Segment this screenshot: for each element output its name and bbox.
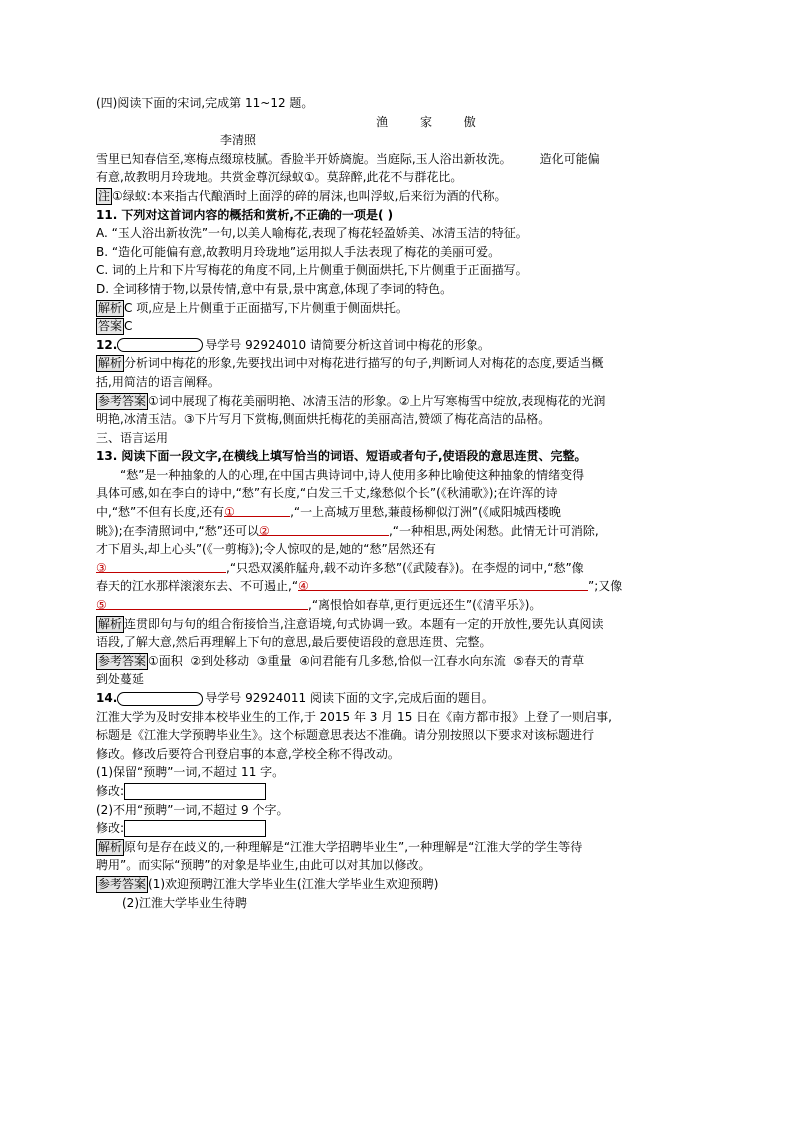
q14-reference: 参考答案 (1)欢迎预聘江淮大学毕业生(江淮大学毕业生欢迎预聘) [98, 876, 439, 891]
q12-analysis: 解析 分析词中梅花的形象,先要找出词中对梅花进行描写的句子,判断词人对梅花的态度,要适当概 [98, 356, 604, 371]
poem-author: 李清照 [220, 133, 257, 148]
q13-passage-4: 眺》);在李清照词中,“愁”还可以② ,“一种相思,两处闲愁。此情无计可消除, [96, 523, 599, 538]
q14-analysis: 解析 原句是存在歧义的,一种理解是“江淮大学招聘毕业生”,一种理解是“江淮大学的学生等待 [98, 839, 583, 854]
q11-analysis: 解析 C 项,应是上片侧重于正面描写,下片侧重于侧面烘托。 [98, 300, 408, 315]
blank-3: ③ [96, 559, 226, 573]
analysis-tag: 解析 [98, 616, 123, 631]
poem-title: 渔 家 傲 [376, 114, 490, 129]
q14-fix-2: 修改: [96, 819, 718, 838]
analysis-tag: 解析 [98, 300, 123, 315]
q13-reference: 参考答案 ①面积 ②到处移动 ③重量 ④问君能有几多愁,恰似一江春水向东流 ⑤春天的青草 [98, 653, 585, 668]
blank-1: ① [224, 503, 290, 517]
blank-5: ⑤ [96, 596, 308, 610]
q12-stem: 12. 导学号 92924010 请简要分析这首词中梅花的形象。 [96, 337, 490, 352]
note-tag: 注 [98, 188, 111, 203]
q14-passage-3: 修改。修改后要符合刊登启事的本意,学校全称不得改动。 [96, 746, 400, 761]
q11-option-d: D. 全词移情于物,以景传情,意中有景,景中寓意,体现了李词的特色。 [96, 281, 453, 296]
answer-box-2[interactable] [124, 820, 266, 837]
q13-passage-3: 中,“愁”不但有长度,还有① ,“一上高城万里愁,蒹葭杨柳似汀洲”(《咸阳城西楼晚 [96, 505, 561, 520]
poem-line-1: 雪里已知春信至,寒梅点缀琼枝腻。香脸半开娇旖旎。当庭际,玉人浴出新妆洗。 造化可能偏 [96, 151, 600, 166]
section-three-heading: 三、语言运用 [96, 430, 169, 445]
q14-passage-1: 江淮大学为及时安排本校毕业生的工作,于 2015 年 3 月 15 日在《南方都市报》上登了一则启事, [96, 709, 612, 724]
q14-requirement-1: (1)保留“预聘”一词,不超过 11 字。 [96, 765, 285, 780]
q13-passage-2: 具体可感,如在李白的诗中,“愁”有长度,“白发三千丈,缘愁似个长”(《秋浦歌》);在许浑的诗 [96, 486, 558, 501]
blank-4: ④ [298, 577, 588, 591]
q14-fix-1: 修改: [96, 782, 718, 801]
q11-stem: 11. 下列对这首词内容的概括和赏析,不正确的一项是( ) [96, 207, 394, 222]
poem-line-2: 有意,故教明月玲珑地。共赏金尊沉绿蚁①。莫辞醉,此花不与群花比。 [96, 170, 463, 185]
question-badge [117, 338, 203, 352]
q14-reference-cont: (2)江淮大学毕业生待聘 [122, 895, 247, 910]
q12-reference-cont: 明艳,冰清玉洁。③下片写月下赏梅,侧面烘托梅花的美丽高洁,赞颂了梅花高洁的品格。 [96, 412, 551, 427]
q13-analysis: 解析 连贯即句与句的组合衔接恰当,注意语境,句式协调一致。本题有一定的开放性,要先认真阅读 [98, 616, 604, 631]
q13-passage-6: ③ ,“只恐双溪舴艋舟,载不动许多愁”(《武陵春》)。在李煜的词中,“愁”像 [96, 560, 584, 575]
q13-reference-cont: 到处蔓延 [96, 672, 145, 687]
blank-2: ② [259, 522, 389, 536]
analysis-tag: 解析 [98, 839, 123, 854]
q14-stem: 14. 导学号 92924011 阅读下面的文字,完成后面的题目。 [96, 691, 494, 705]
document-page [96, 94, 718, 912]
q14-passage-2: 标题是《江淮大学预聘毕业生》。这个标题意思表达不准确。请分别按照以下要求对该标题进行 [96, 728, 595, 743]
reference-answer-tag: 参考答案 [98, 653, 147, 668]
q13-analysis-cont: 语段,了解大意,然后再理解上下句的意思,最后要使语段的意思连贯、完整。 [96, 635, 492, 650]
q13-stem: 13. 阅读下面一段文字,在横线上填写恰当的词语、短语或者句子,使语段的意思连贯、完整。 [96, 449, 587, 464]
q11-option-a: A. “玉人浴出新妆洗”一句,以美人喻梅花,表现了梅花轻盈娇美、冰清玉洁的特征。 [96, 226, 528, 241]
section-four-heading: (四)阅读下面的宋词,完成第 11~12 题。 [96, 96, 314, 110]
q12-analysis-cont: 括,用简洁的语言阐释。 [96, 374, 220, 389]
q11-answer: 答案 C [98, 319, 133, 334]
poem-note: 注 ①绿蚁:本来指古代酿酒时上面浮的碎的屑沫,也叫浮蚁,后来衍为酒的代称。 [98, 188, 507, 203]
q13-passage-5: 才下眉头,却上心头”(《一剪梅》);令人惊叹的是,她的“愁”居然还有 [96, 542, 436, 557]
q11-option-c: C. 词的上片和下片写梅花的角度不同,上片侧重于侧面烘托,下片侧重于正面描写。 [96, 263, 528, 278]
question-badge [117, 692, 203, 706]
q13-passage-1: “愁”是一种抽象的人的心理,在中国古典诗词中,诗人使用多种比喻使这种抽象的情绪变得 [120, 467, 585, 482]
analysis-tag: 解析 [98, 356, 123, 371]
reference-answer-tag: 参考答案 [98, 876, 147, 891]
q13-passage-8: ⑤ ,“离恨恰如春草,更行更远还生”(《清平乐》)。 [96, 598, 542, 613]
q14-requirement-2: (2)不用“预聘”一词,不超过 9 个字。 [96, 802, 289, 817]
q14-analysis-cont: 聘用”。而实际“预聘”的对象是毕业生,由此可以对其加以修改。 [96, 858, 431, 873]
answer-tag: 答案 [98, 319, 123, 334]
q11-option-b: B. “造化可能偏有意,故教明月玲珑地”运用拟人手法表现了梅花的美丽可爱。 [96, 244, 501, 259]
reference-answer-tag: 参考答案 [98, 393, 147, 408]
answer-box-1[interactable] [124, 783, 266, 800]
q12-reference: 参考答案 ①词中展现了梅花美丽明艳、冰清玉洁的形象。②上片写寒梅雪中绽放,表现梅花的光润 [98, 393, 606, 408]
q13-passage-7: 春天的江水那样滚滚东去、不可遏止,“④ ”;又像 [96, 579, 623, 594]
